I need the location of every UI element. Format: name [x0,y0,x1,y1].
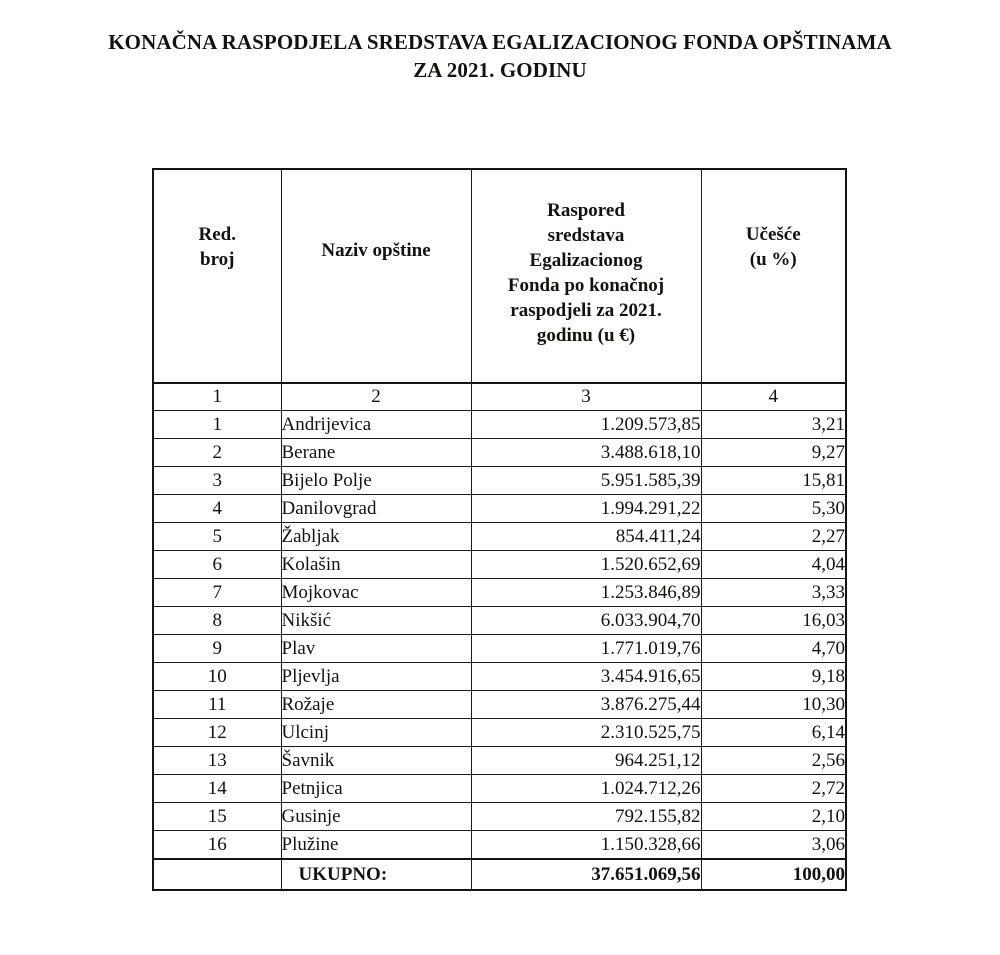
row-ordinal: 2 [153,439,281,467]
table-row [153,691,846,719]
row-ordinal: 15 [153,803,281,831]
row-municipality: Mojkovac [281,579,471,607]
total-label: UKUPNO: [281,859,471,890]
row-amount: 1.024.712,26 [471,775,701,803]
column-header-amount-line-6: godinu (u €) [536,325,636,346]
column-number-3: 3 [471,383,701,411]
row-ordinal: 4 [153,495,281,523]
table-body [153,383,846,890]
row-ordinal: 16 [153,831,281,860]
table-header-row [153,169,846,383]
row-share: 15,81 [701,467,846,495]
page-title-line-1: KONAČNA RASPODJELA SREDSTAVA EGALIZACIONOG FONDA OPŠTINAMA [108,30,892,54]
row-ordinal: 7 [153,579,281,607]
column-header-amount-line-4: Fonda po konačnoj [507,275,665,296]
table-row [153,747,846,775]
row-ordinal: 13 [153,747,281,775]
column-header-share-line-2: (u %) [749,249,797,270]
table-row [153,467,846,495]
row-municipality: Kolašin [281,551,471,579]
table-row [153,635,846,663]
total-share: 100,00 [701,859,846,890]
row-municipality: Ulcinj [281,719,471,747]
row-amount: 2.310.525,75 [471,719,701,747]
page-title [0,28,1000,84]
row-municipality: Plužine [281,831,471,860]
fund-distribution-table [152,168,847,891]
table-row [153,775,846,803]
row-amount: 854.411,24 [471,523,701,551]
row-share: 9,18 [701,663,846,691]
row-municipality: Andrijevica [281,411,471,439]
row-municipality: Pljevlja [281,663,471,691]
row-share: 6,14 [701,719,846,747]
table-row [153,663,846,691]
table-row [153,607,846,635]
row-amount: 1.253.846,89 [471,579,701,607]
row-ordinal: 14 [153,775,281,803]
row-amount: 1.771.019,76 [471,635,701,663]
row-ordinal: 8 [153,607,281,635]
row-municipality: Nikšić [281,607,471,635]
total-amount: 37.651.069,56 [471,859,701,890]
row-ordinal: 1 [153,411,281,439]
table-row [153,495,846,523]
row-amount: 1.994.291,22 [471,495,701,523]
row-municipality: Danilovgrad [281,495,471,523]
table-row [153,551,846,579]
row-share: 2,27 [701,523,846,551]
row-share: 5,30 [701,495,846,523]
row-ordinal: 5 [153,523,281,551]
table-row [153,831,846,860]
table-row [153,439,846,467]
row-municipality: Plav [281,635,471,663]
column-header-municipality [281,169,471,383]
row-ordinal: 9 [153,635,281,663]
row-share: 4,70 [701,635,846,663]
column-header-amount-line-2: sredstava [547,225,625,246]
fund-distribution-table-container [152,168,845,891]
table-total-row [153,859,846,890]
row-municipality: Bijelo Polje [281,467,471,495]
table-row [153,411,846,439]
column-header-share-line-1: Učešće [745,224,801,245]
page-title-line-2: ZA 2021. GODINU [413,58,587,82]
column-header-municipality-label: Naziv opštine [321,240,431,261]
column-number-row [153,383,846,411]
row-amount: 3.876.275,44 [471,691,701,719]
column-header-amount-line-3: Egalizacionog [529,250,643,271]
row-share: 4,04 [701,551,846,579]
row-municipality: Berane [281,439,471,467]
row-share: 2,72 [701,775,846,803]
row-ordinal: 12 [153,719,281,747]
table-head [153,169,846,383]
row-share: 10,30 [701,691,846,719]
column-header-amount-line-1: Raspored [547,200,625,221]
row-share: 3,33 [701,579,846,607]
column-header-amount [471,169,701,383]
row-amount: 5.951.585,39 [471,467,701,495]
row-municipality: Gusinje [281,803,471,831]
table-row [153,579,846,607]
row-share: 3,21 [701,411,846,439]
column-header-ordinal [153,169,281,383]
column-header-ordinal-line-2: broj [200,249,235,270]
row-amount: 6.033.904,70 [471,607,701,635]
table-row [153,523,846,551]
column-number-2: 2 [281,383,471,411]
row-amount: 792.155,82 [471,803,701,831]
row-share: 9,27 [701,439,846,467]
row-amount: 3.454.916,65 [471,663,701,691]
total-ordinal [153,859,281,890]
row-amount: 1.209.573,85 [471,411,701,439]
row-municipality: Šavnik [281,747,471,775]
table-row [153,803,846,831]
row-share: 2,56 [701,747,846,775]
row-ordinal: 6 [153,551,281,579]
row-ordinal: 3 [153,467,281,495]
row-share: 2,10 [701,803,846,831]
column-header-ordinal-line-1: Red. [198,224,236,245]
row-amount: 3.488.618,10 [471,439,701,467]
row-share: 16,03 [701,607,846,635]
row-amount: 1.520.652,69 [471,551,701,579]
table-row [153,719,846,747]
row-amount: 964.251,12 [471,747,701,775]
row-municipality: Žabljak [281,523,471,551]
column-number-1: 1 [153,383,281,411]
row-ordinal: 11 [153,691,281,719]
row-municipality: Petnjica [281,775,471,803]
row-share: 3,06 [701,831,846,860]
column-header-amount-line-5: raspodjeli za 2021. [510,300,662,321]
row-municipality: Rožaje [281,691,471,719]
column-header-share [701,169,846,383]
row-amount: 1.150.328,66 [471,831,701,860]
row-ordinal: 10 [153,663,281,691]
column-number-4: 4 [701,383,846,411]
